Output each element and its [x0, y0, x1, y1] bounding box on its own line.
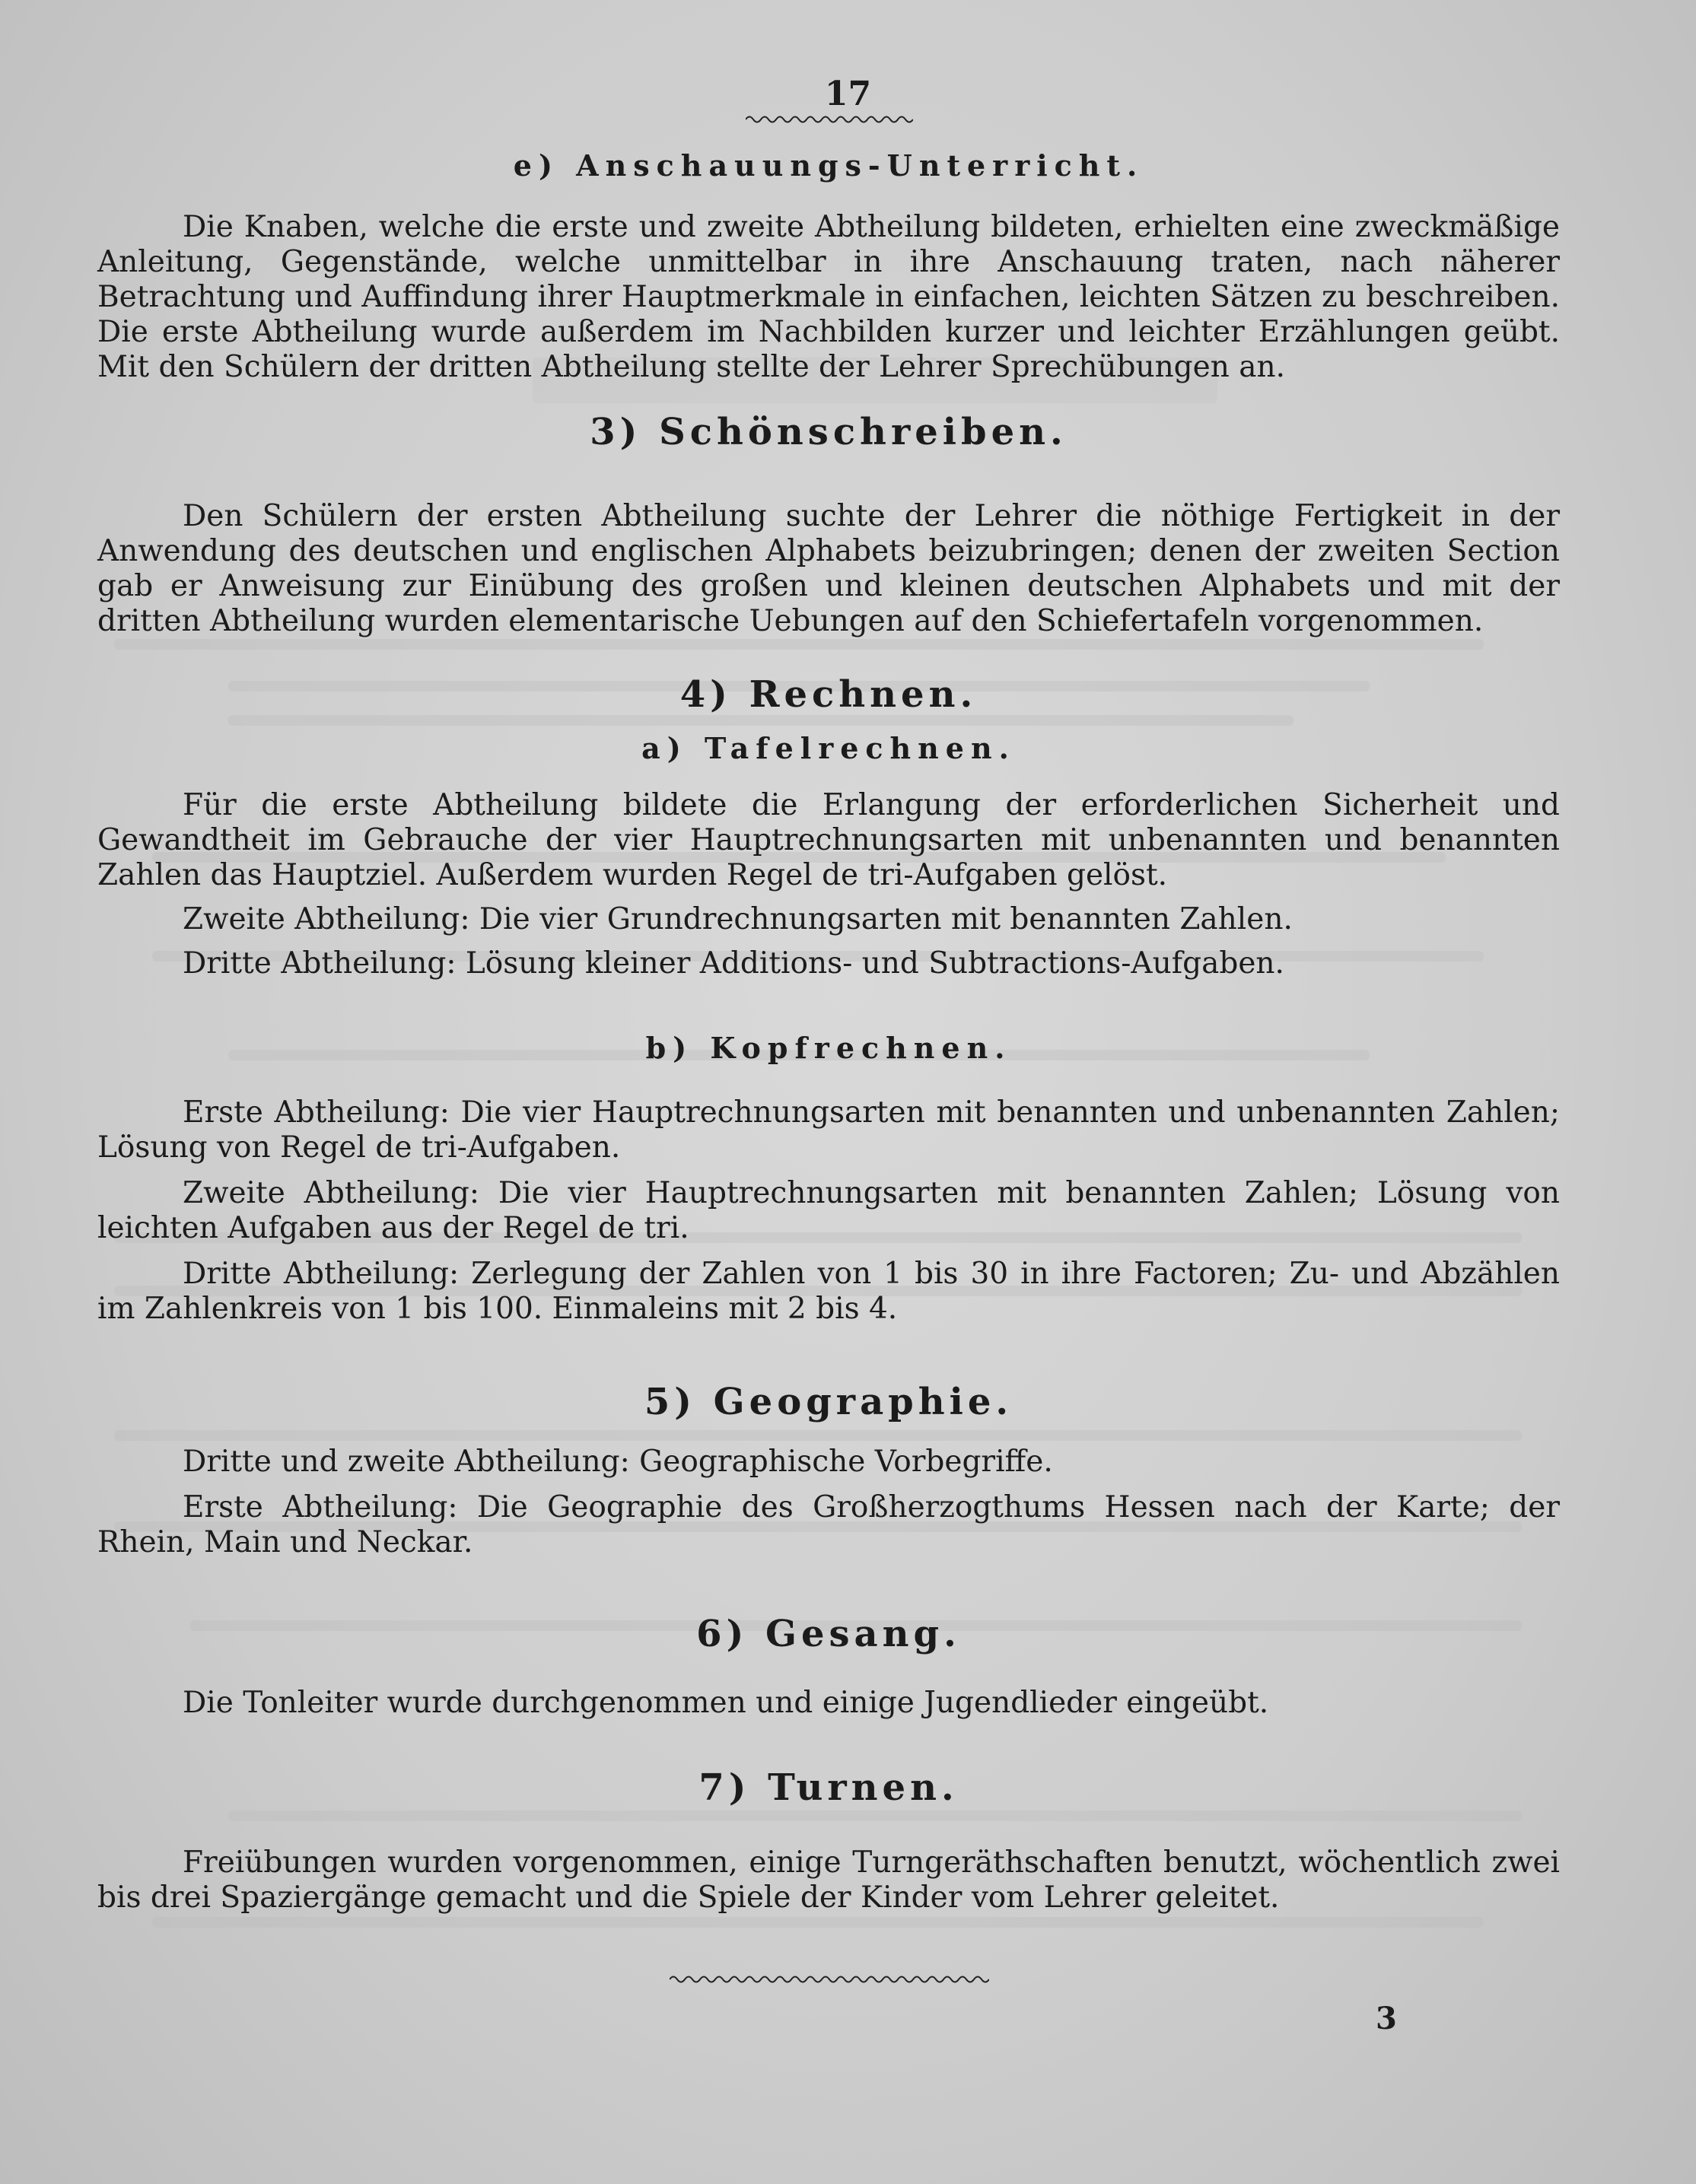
line-geographie-erste: Erste Abtheilung: Die Geographie des Großherzogthums Hessen nach der Karte; der Rhein, Main und Neckar. [97, 1490, 1560, 1559]
line-kopf-erste: Erste Abtheilung: Die vier Hauptrechnungsarten mit benannten und unbenannten Zahlen; Lösung von Regel de tri-Aufgaben. [97, 1095, 1560, 1165]
paragraph-turnen: Freiübungen wurden vorgenommen, einige Turngeräthschaften benutzt, wöchentlich zwei bis drei Spaziergänge gemacht und die Spiele der Kinder vom Lehrer geleitet. [97, 1845, 1560, 1915]
sheet-signature-mark: 3 [1376, 2001, 1397, 2036]
line-kopf-dritte: Dritte Abtheilung: Zerlegung der Zahlen von 1 bis 30 in ihre Factoren; Zu- und Abzählen im Zahlenkreis von 1 bis 100. Einmaleins mit 2 bis 4. [97, 1257, 1560, 1326]
section-rechnen [97, 673, 1560, 981]
header-ornament [746, 114, 913, 125]
heading-gesang: 6) Gesang. [696, 1613, 961, 1655]
heading-tafelrechnen: a) Tafelrechnen. [641, 731, 1016, 765]
line-kopf-zweite: Zweite Abtheilung: Die vier Hauptrechnungsarten mit benannten Zahlen; Lösung von leichten Aufgaben aus der Regel de tri. [97, 1176, 1560, 1245]
line-tafel-dritte: Dritte Abtheilung: Lösung kleiner Additions- und Subtractions-Aufgaben. [183, 946, 1284, 981]
line-geographie-dritte: Dritte und zweite Abtheilung: Geographische Vorbegriffe. [183, 1445, 1053, 1479]
heading-geographie: 5) Geographie. [644, 1381, 1013, 1423]
heading-kopfrechnen: b) Kopfrechnen. [645, 1031, 1012, 1065]
heading-schoenschreiben: 3) Schönschreiben. [590, 411, 1068, 453]
paragraph-gesang: Die Tonleiter wurde durchgenommen und einige Jugendlieder eingeübt. [183, 1686, 1269, 1720]
section-geographie [97, 1381, 1560, 1560]
page-number: 17 [824, 75, 872, 113]
section-gesang [97, 1613, 1560, 1721]
section-kopfrechnen [97, 1031, 1560, 1327]
heading-rechnen: 4) Rechnen. [679, 673, 978, 716]
footer-ornament [670, 1974, 989, 1985]
heading-anschauung: e) Anschauungs-Unterricht. [513, 148, 1144, 183]
paragraph-tafelrechnen: Für die erste Abtheilung bildete die Erlangung der erforderlichen Sicherheit und Gewandtheit im Gebrauche der vier Hauptrechnungsarten mit unbenannten und benannten Zahlen das Hauptziel. Außerdem wurden Regel de tri-Aufgaben gelöst. [97, 788, 1560, 892]
line-tafel-zweite: Zweite Abtheilung: Die vier Grundrechnungsarten mit benannten Zahlen. [183, 902, 1293, 936]
paragraph-anschauung: Die Knaben, welche die erste und zweite Abtheilung bildeten, erhielten eine zweckmäßige Anleitung, Gegenstände, welche unmittelbar in ihre Anschauung traten, nach näherer Betrachtung und Auffindung ihrer Hauptmerkmale in einfachen, leichten Sätzen zu beschreiben. Die erste Abtheilung wurde außerdem im Nachbilden kurzer und leichter Erzählungen geübt. Mit den Schülern der dritten Abtheilung stellte der Lehrer Sprechübungen an. [97, 210, 1560, 384]
section-schoenschreiben [97, 411, 1560, 639]
paragraph-schoenschreiben: Den Schülern der ersten Abtheilung suchte der Lehrer die nöthige Fertigkeit in der Anwendung des deutschen und englischen Alphabets beizubringen; denen der zweiten Section gab er Anweisung zur Einübung des großen und kleinen deutschen Alphabets und mit der dritten Abtheilung wurden elementarische Uebungen auf den Schiefertafeln vorgenommen. [97, 499, 1560, 638]
section-turnen [97, 1766, 1560, 1915]
section-anschauung [97, 148, 1560, 385]
heading-turnen: 7) Turnen. [698, 1766, 959, 1809]
